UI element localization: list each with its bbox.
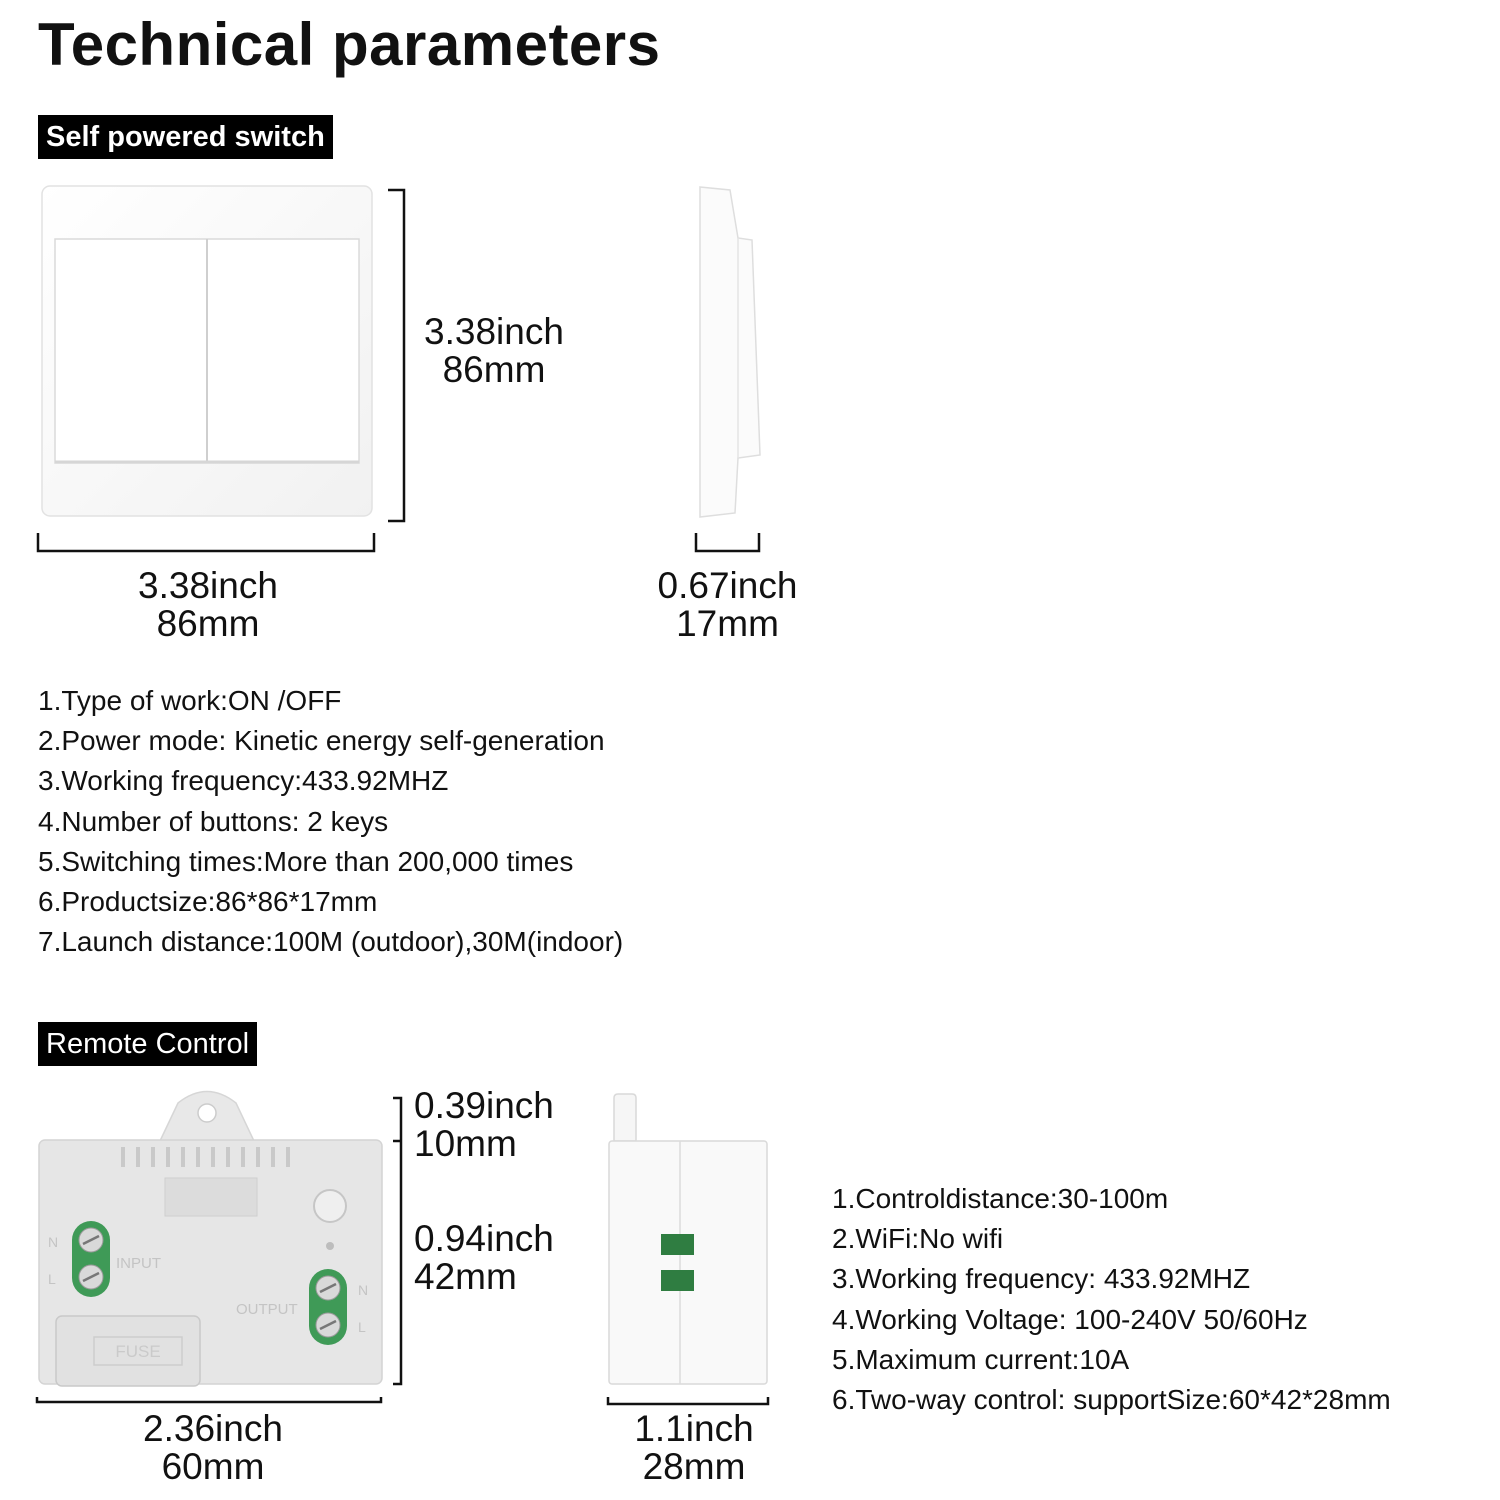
remote-spec-item: 6.Two-way control: supportSize:60*42*28mm	[832, 1383, 1391, 1415]
receiver-depth-inch: 1.1inch	[634, 1408, 754, 1449]
receiver-height-mm: 42mm	[414, 1256, 517, 1297]
switch-width-mm: 86mm	[156, 603, 260, 644]
fuse-label: FUSE	[115, 1342, 161, 1361]
page-title: Technical parameters	[38, 11, 661, 78]
switch-spec-item: 6.Productsize:86*86*17mm	[38, 885, 378, 917]
receiver-height-inch: 0.94inch	[414, 1218, 554, 1259]
switch-spec-item: 7.Launch distance:100M (outdoor),30M(indoor)	[38, 926, 624, 958]
receiver-tab-mm: 10mm	[414, 1123, 517, 1164]
receiver-width-mm: 60mm	[161, 1446, 265, 1487]
receiver-tab-inch: 0.39inch	[414, 1085, 554, 1126]
switch-depth-inch: 0.67inch	[657, 565, 798, 606]
switch-spec-item: 1.Type of work:ON /OFF	[38, 685, 342, 716]
switch-spec-item: 2.Power mode: Kinetic energy self-generation	[38, 725, 605, 757]
switch-spec-item: 4.Number of buttons: 2 keys	[38, 805, 389, 837]
receiver-depth-label	[614, 1410, 774, 1486]
remote-spec-item: 3.Working frequency: 433.92MHZ	[832, 1263, 1251, 1295]
switch-width-inch: 3.38inch	[138, 565, 278, 606]
remote-spec-item: 5.Maximum current:10A	[832, 1343, 1130, 1375]
receiver-depth-mm: 28mm	[642, 1446, 746, 1487]
section-tag-remote: Remote Control	[38, 1022, 257, 1066]
input-l-label: L	[48, 1271, 56, 1287]
switch-height-inch: 3.38inch	[424, 311, 564, 352]
output-label: OUTPUT	[236, 1301, 298, 1318]
remote-spec-list	[832, 1179, 1391, 1420]
input-n-label: N	[48, 1234, 59, 1250]
section-tag-switch: Self powered switch	[38, 115, 333, 159]
input-label: INPUT	[116, 1255, 161, 1272]
output-l-label: L	[358, 1319, 366, 1335]
switch-spec-item: 3.Working frequency:433.92MHZ	[38, 765, 449, 797]
receiver-width-inch: 2.36inch	[143, 1408, 283, 1449]
remote-spec-item: 1.Controldistance:30-100m	[832, 1183, 1169, 1214]
switch-depth-mm: 17mm	[676, 603, 779, 644]
switch-height-mm: 86mm	[442, 349, 546, 390]
switch-spec-item: 5.Switching times:More than 200,000 times	[38, 845, 574, 877]
remote-spec-item: 2.WiFi:No wifi	[832, 1223, 1004, 1255]
remote-spec-item: 4.Working Voltage: 100-240V 50/60Hz	[832, 1303, 1308, 1335]
output-n-label: N	[358, 1282, 369, 1298]
